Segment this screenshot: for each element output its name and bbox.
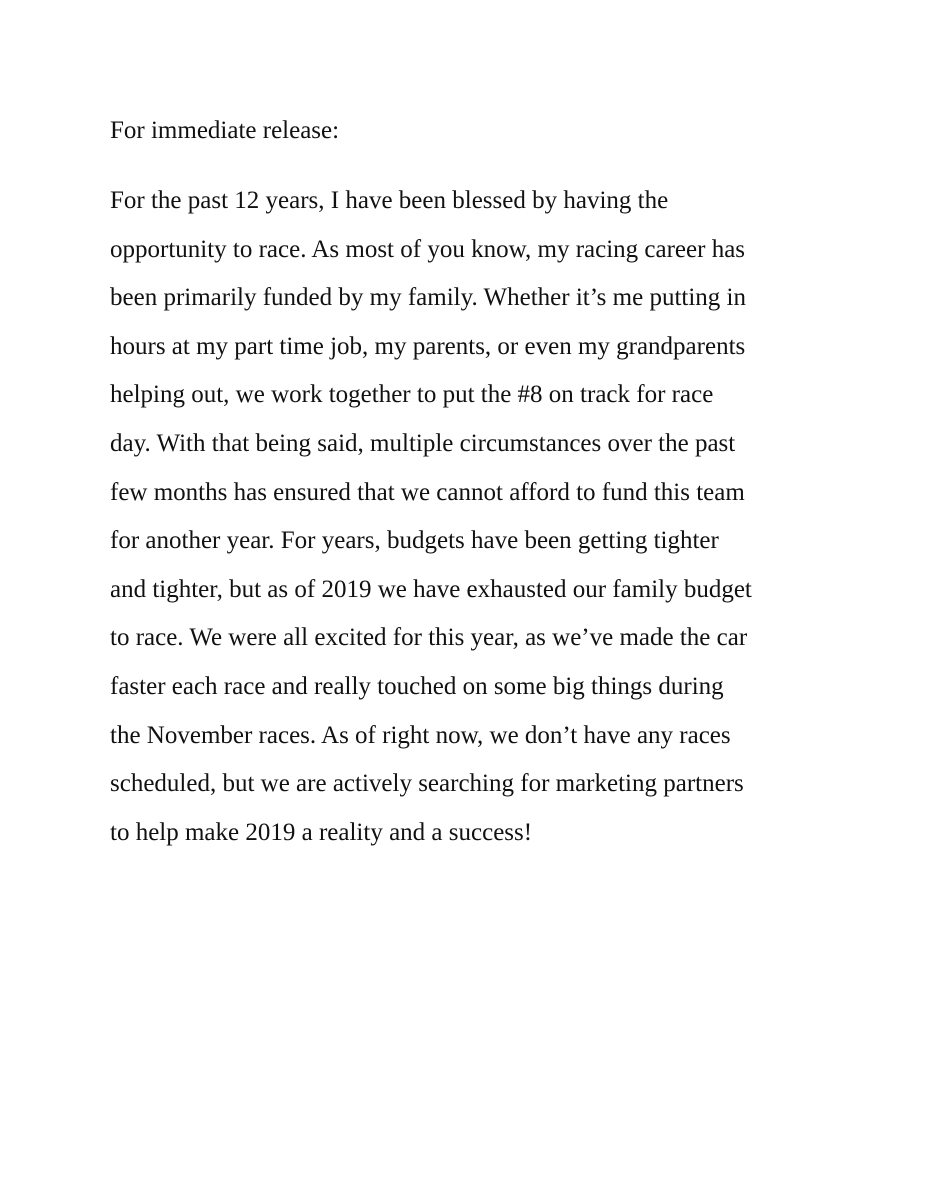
body-line: scheduled, but we are actively searching for marketing partners [110, 770, 744, 798]
press-release-body [110, 185, 830, 865]
body-line: few months has ensured that we cannot afford to fund this team [110, 478, 745, 506]
body-line: to help make 2019 a reality and a success! [110, 818, 533, 846]
body-line: helping out, we work together to put the #8 on track for race [110, 381, 714, 409]
body-line: day. With that being said, multiple circumstances over the past [110, 429, 736, 457]
body-line: to race. We were all excited for this year, as we’ve made the car [110, 624, 748, 652]
body-line: opportunity to race. As most of you know, my racing career has [110, 235, 746, 263]
body-line: been primarily funded by my family. Whether it’s me putting in [110, 284, 746, 312]
body-line: For the past 12 years, I have been blessed by having the [110, 187, 669, 214]
body-line: for another year. For years, budgets have been getting tighter [110, 527, 719, 555]
body-line: and tighter, but as of 2019 we have exhausted our family budget [110, 575, 752, 603]
body-line: hours at my part time job, my parents, or even my grandparents [110, 332, 746, 360]
body-line: faster each race and really touched on some big things during [110, 672, 724, 700]
body-line: the November races. As of right now, we don’t have any races [110, 721, 731, 749]
release-heading: For immediate release: [110, 117, 340, 144]
